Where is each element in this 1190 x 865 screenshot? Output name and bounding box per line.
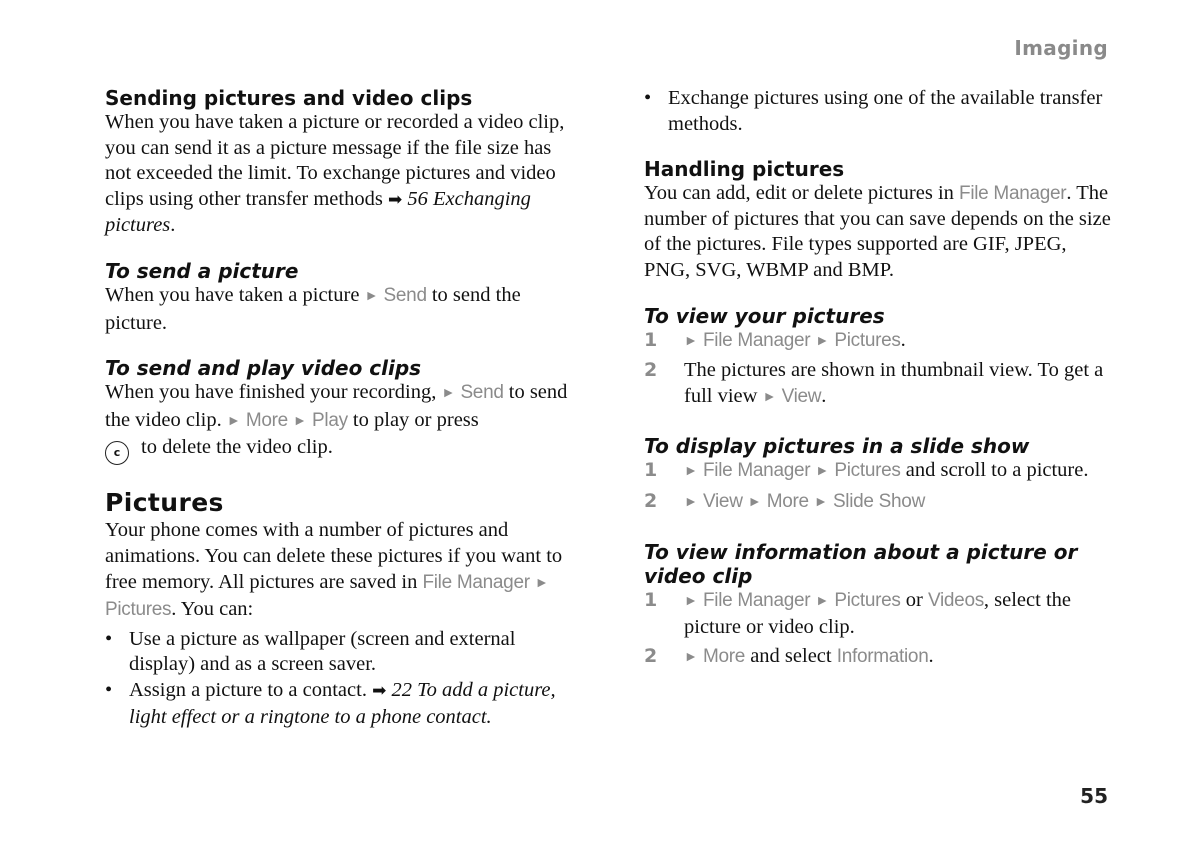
step-number: 2 <box>644 489 658 512</box>
text: to send the picture. <box>105 283 521 334</box>
ui-label-videos: Videos <box>927 589 984 611</box>
select-triangle-icon: ► <box>293 413 307 429</box>
subsection-title-send-picture: To send a picture <box>105 258 299 283</box>
subsection-title-send-video: To send and play video clips <box>105 356 422 381</box>
sending-paragraph <box>105 110 573 239</box>
pictures-paragraph <box>105 518 573 622</box>
send-picture-paragraph <box>105 283 573 336</box>
list-item <box>105 627 573 678</box>
step-item <box>644 328 1114 356</box>
c-key-icon: c <box>105 441 129 465</box>
select-triangle-icon: ► <box>684 593 698 609</box>
page-number: 55 <box>1080 784 1108 808</box>
ui-label-file-manager: File Manager <box>702 589 811 611</box>
subsection-title-slideshow: To display pictures in a slide show <box>644 434 1030 459</box>
select-triangle-icon: ► <box>441 386 456 402</box>
text: Exchange pictures using one of the available transfer methods. <box>668 87 1103 135</box>
info-steps <box>644 588 1114 672</box>
cross-reference-link[interactable]: 22 To add a picture, light effect or a ringtone to a phone contact. <box>129 678 556 728</box>
step-item <box>644 358 1114 411</box>
ui-label-slide-show: Slide Show <box>832 490 925 512</box>
view-steps <box>644 328 1114 412</box>
punctuation: . <box>821 384 827 407</box>
ui-label-information: Information <box>836 645 929 667</box>
ui-label-file-manager: File Manager <box>702 460 811 482</box>
text: The pictures are shown in thumbnail view. To get a full view <box>684 359 1104 407</box>
left-column <box>105 86 573 730</box>
arrow-right-icon: ➡ <box>372 680 387 701</box>
text: When you have finished your recording, <box>105 381 442 404</box>
step-item <box>644 489 1114 517</box>
select-triangle-icon: ► <box>684 333 698 349</box>
punctuation: . <box>928 644 934 667</box>
select-triangle-icon: ► <box>815 464 830 480</box>
select-triangle-icon: ► <box>684 494 698 510</box>
section-title-pictures: Pictures <box>105 488 224 518</box>
select-triangle-icon: ► <box>364 288 379 304</box>
right-column <box>644 86 1114 674</box>
ui-label-play: Play <box>312 409 348 431</box>
sending-text: When you have taken a picture or recorded a video clip, you can send it as a picture message if the file size has not exceeded the limit. To exchange pictures and video clips using other transfer methods <box>105 111 565 210</box>
text: and select <box>745 644 837 667</box>
step-item <box>644 588 1114 641</box>
text: or <box>900 588 928 611</box>
section-title-sending: Sending pictures and video clips <box>105 86 473 110</box>
ui-label-pictures: Pictures <box>834 589 901 611</box>
arrow-right-icon: ➡ <box>387 189 403 210</box>
send-video-paragraph <box>105 380 573 465</box>
list-item <box>105 678 573 730</box>
select-triangle-icon: ► <box>815 593 830 609</box>
text: Assign a picture to a contact. <box>129 678 367 701</box>
punctuation: . <box>900 328 906 351</box>
cross-reference-link[interactable]: 56 Exchanging pictures <box>105 187 531 237</box>
text: . You can: <box>171 598 254 621</box>
section-title-handling: Handling pictures <box>644 157 845 182</box>
ui-label-pictures: Pictures <box>834 329 901 351</box>
select-triangle-icon: ► <box>534 575 549 591</box>
text: When you have taken a picture <box>105 283 365 306</box>
ui-label-file-manager: File Manager <box>702 329 811 351</box>
select-triangle-icon: ► <box>762 389 777 405</box>
text: to play or press <box>347 408 479 431</box>
running-header: Imaging <box>1014 36 1108 60</box>
select-triangle-icon: ► <box>813 494 828 510</box>
subsection-title-info: To view information about a picture or video clip <box>644 539 1078 588</box>
text: . The number of pictures that you can save depends on the size of the pictures. File types supported are GIF, JPEG, PNG, SVG, WBMP and BMP. <box>644 182 1111 281</box>
text: to send the video clip. <box>105 381 568 431</box>
ui-label-more: More <box>702 645 746 667</box>
ui-label-pictures: Pictures <box>834 460 901 482</box>
ui-label-send: Send <box>460 382 504 404</box>
text: You can add, edit or delete pictures in <box>644 182 960 205</box>
step-number: 1 <box>644 328 658 351</box>
list-item <box>644 86 1114 137</box>
text: Use a picture as wallpaper (screen and external display) and as a screen saver. <box>129 627 516 676</box>
text: Your phone comes with a number of pictures and animations. You can delete these pictures if you want to free memory. All pictures are saved in <box>105 519 563 593</box>
ui-label-view: View <box>702 490 743 512</box>
step-number: 1 <box>644 459 658 482</box>
text: to delete the video clip. <box>141 436 333 459</box>
text: , select the picture or video clip. <box>684 588 1071 639</box>
ui-label-pictures: Pictures <box>105 599 172 621</box>
text: and scroll to a picture. <box>900 459 1089 482</box>
step-number: 2 <box>644 359 658 382</box>
step-item <box>644 458 1114 486</box>
handling-paragraph <box>644 181 1114 283</box>
select-triangle-icon: ► <box>747 494 762 510</box>
select-triangle-icon: ► <box>226 413 241 429</box>
select-triangle-icon: ► <box>684 649 698 665</box>
select-triangle-icon: ► <box>815 333 830 349</box>
ui-label-file-manager: File Manager <box>422 571 530 593</box>
pictures-bullet-list <box>105 627 573 730</box>
select-triangle-icon: ► <box>684 464 698 480</box>
ui-label-send: Send <box>383 284 427 306</box>
exchange-bullet-list <box>644 86 1114 137</box>
punctuation: . <box>170 214 176 237</box>
step-item <box>644 644 1114 672</box>
slideshow-steps <box>644 458 1114 516</box>
ui-label-more: More <box>245 409 288 431</box>
ui-label-view: View <box>781 385 822 407</box>
step-number: 1 <box>644 588 658 611</box>
ui-label-file-manager: File Manager <box>959 183 1067 205</box>
subsection-title-view: To view your pictures <box>644 303 885 328</box>
ui-label-more: More <box>766 490 809 512</box>
step-number: 2 <box>644 644 658 667</box>
